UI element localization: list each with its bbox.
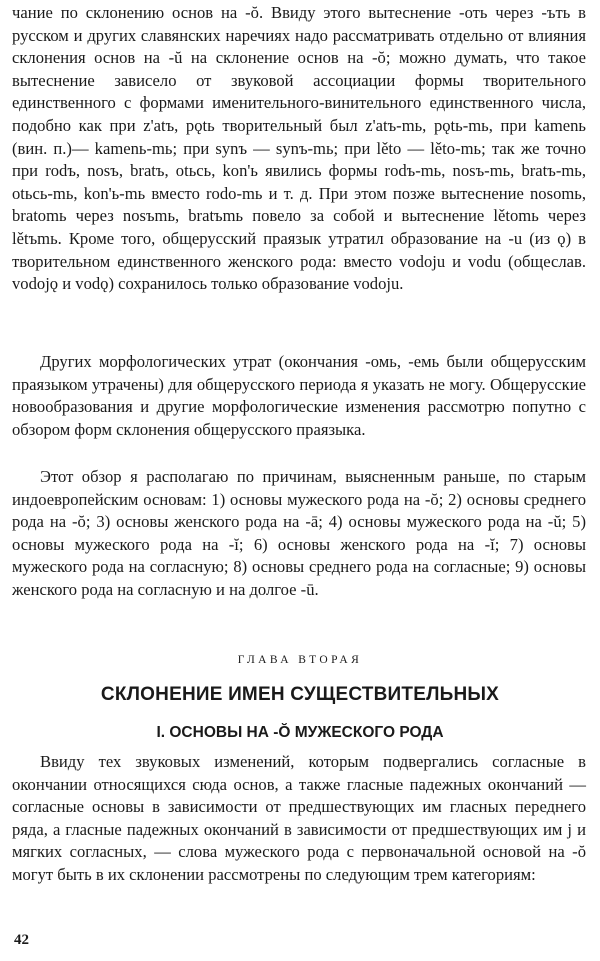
paragraph-morphological-losses: Других морфологических утрат (окончания -омь, -емь были общерусским праязыком утрачены) для общерусского периода я указать не могу. Общерусские новообразования и другие морфологические изменения рассмотрю попутно с обзором форм склонения общерусского праязыка. (12, 352, 586, 439)
section-title: I. ОСНОВЫ НА -Ŏ МУЖЕСКОГО РОДА (156, 724, 444, 741)
page-number: 42 (14, 932, 29, 948)
chapter-label: ГЛАВА ВТОРАЯ (237, 654, 363, 666)
paragraph-continuation: чание по склонению основ на -ŏ. Ввиду этого вытеснение -оть через -ъть в русском и других славянских наречиях надо рассматривать отдельно от влияния склонения основ на -ŭ на склонение основ на -ŏ; можно думать, что такое вытеснение зависело от звуковой ассоциации формы творительного единственного с формами именительного-винительного единственного числа, подобно как при z'atъ, pǫtь творительный был z'atъ-mь, pǫtь-mь, при kamenь (вин. п.)— kamenь-mь; при synъ — synъ-mь; при lěto — lěto-mь; так же точно при rodъ, nosъ, bratъ, otьcь, kon'ь явились формы rodъ-mь, nosъ-mь, bratъ-mь, otьcь-mь, kon'ь-mь вместо rodo-mь и т. д. При этом позже вытеснение nosomь, bratomь через nosъmь, bratъmь повело за собой и вытеснение lětomь через lětъmь. Кроме того, общерусский праязык утратил образование на -u (из ǫ) в творительном единственного женского рода: вместо vodoju и vodu (общеслав. vodojǫ и vodǫ) сохранилось только образование vodoju. (12, 3, 586, 294)
paragraph-stem-overview: Этот обзор я располагаю по причинам, выясненным раньше, по старым индоевропейским основам: 1) основы мужеского рода на -ŏ; 2) основы среднего рода на -ŏ; 3) основы женского рода на -ā; 4) основы мужеского рода на -ŭ; 5) основы мужеского рода на -ĭ; 6) основы женского рода на -ĭ; 7) основы мужеского рода на согласную; 8) основы среднего рода на согласные; 9) основы женского рода на согласную и на долгое -ū. (12, 467, 586, 599)
chapter-title: СКЛОНЕНИЕ ИМЕН СУЩЕСТВИТЕЛЬНЫХ (100, 684, 500, 705)
paragraph-section-intro: Ввиду тех звуковых изменений, которым подвергались согласные в окончании относящихся сюда основ, а также гласные падежных окончаний — согласные основы в зависимости от предшествующих им гласных переднего ряда, а гласные падежных окончаний в зависимости от предшествующих им j и мягких согласных, — слова мужеского рода с первоначальной основой на -ŏ могут быть в их склонении рассмотрены по следующим трем категориям: (12, 752, 586, 884)
